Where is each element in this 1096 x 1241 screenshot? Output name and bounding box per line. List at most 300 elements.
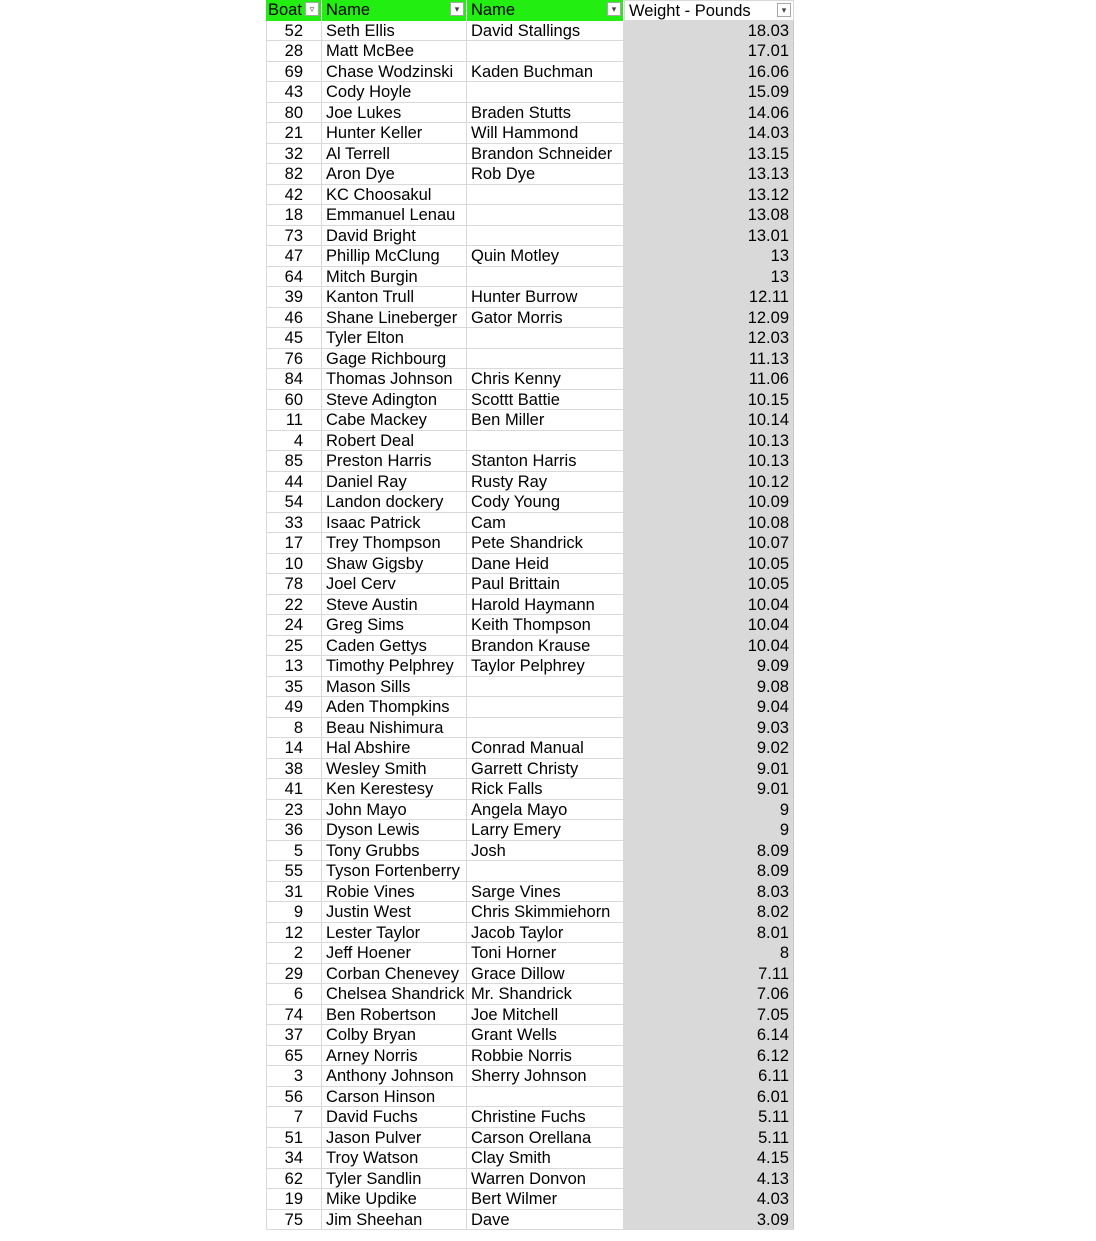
name-2-cell[interactable]: [467, 41, 624, 61]
name-1-cell[interactable]: Mason Sills: [322, 677, 467, 697]
table-row: [266, 861, 794, 882]
weight-cell[interactable]: 17.01: [624, 41, 794, 61]
weight-cell[interactable]: 9.02: [624, 738, 794, 758]
name-1-cell[interactable]: Anthony Johnson: [322, 1066, 467, 1086]
sort-desc-filter-icon[interactable]: ▿: [305, 2, 319, 16]
table-row: [266, 1107, 794, 1128]
name-1-cell[interactable]: Corban Chenevey: [322, 964, 467, 984]
weight-cell[interactable]: 7.05: [624, 1005, 794, 1025]
weight-cell[interactable]: 4.15: [624, 1148, 794, 1168]
boat-cell[interactable]: 4: [266, 431, 322, 451]
boat-cell[interactable]: 31: [266, 882, 322, 902]
table-body: [266, 21, 794, 1231]
header-name-2[interactable]: [467, 0, 624, 21]
name-1-cell[interactable]: Matt McBee: [322, 41, 467, 61]
weight-cell[interactable]: 10.12: [624, 472, 794, 492]
name-2-cell[interactable]: Jacob Taylor: [467, 923, 624, 943]
weight-cell[interactable]: 10.04: [624, 595, 794, 615]
name-2-cell[interactable]: Angela Mayo: [467, 800, 624, 820]
name-2-cell[interactable]: [467, 226, 624, 246]
boat-cell[interactable]: 47: [266, 246, 322, 266]
boat-cell[interactable]: 36: [266, 820, 322, 840]
name-2-cell[interactable]: Clay Smith: [467, 1148, 624, 1168]
boat-cell[interactable]: 41: [266, 779, 322, 799]
boat-cell[interactable]: 6: [266, 984, 322, 1004]
weight-cell[interactable]: 9.01: [624, 759, 794, 779]
weight-cell[interactable]: 13.08: [624, 205, 794, 225]
name-1-cell[interactable]: Beau Nishimura: [322, 718, 467, 738]
name-2-cell[interactable]: Dave: [467, 1210, 624, 1230]
boat-cell[interactable]: 8: [266, 718, 322, 738]
weight-cell[interactable]: 16.06: [624, 62, 794, 82]
boat-cell[interactable]: 13: [266, 656, 322, 676]
weight-cell[interactable]: 10.04: [624, 615, 794, 635]
table-row: [266, 369, 794, 390]
name-1-cell[interactable]: KC Choosakul: [322, 185, 467, 205]
table-row: [266, 943, 794, 964]
name-1-cell[interactable]: David Bright: [322, 226, 467, 246]
name-2-cell[interactable]: [467, 1087, 624, 1107]
weight-cell[interactable]: 3.09: [624, 1210, 794, 1230]
header-weight[interactable]: [624, 0, 794, 21]
name-1-cell[interactable]: Al Terrell: [322, 144, 467, 164]
header-name-1-label: Name: [326, 1, 371, 19]
name-1-cell[interactable]: Chelsea Shandrick: [322, 984, 467, 1004]
name-2-cell[interactable]: Larry Emery: [467, 820, 624, 840]
weight-cell[interactable]: 6.11: [624, 1066, 794, 1086]
table-row: [266, 226, 794, 247]
boat-cell[interactable]: 12: [266, 923, 322, 943]
name-1-cell[interactable]: Arney Norris: [322, 1046, 467, 1066]
boat-cell[interactable]: 43: [266, 82, 322, 102]
boat-cell[interactable]: 74: [266, 1005, 322, 1025]
name-1-cell[interactable]: Tyson Fortenberry: [322, 861, 467, 881]
name-1-cell[interactable]: Isaac Patrick: [322, 513, 467, 533]
name-1-cell[interactable]: Hunter Keller: [322, 123, 467, 143]
name-1-cell[interactable]: Timothy Pelphrey: [322, 656, 467, 676]
name-1-cell[interactable]: Phillip McClung: [322, 246, 467, 266]
weight-cell[interactable]: 6.12: [624, 1046, 794, 1066]
table-row: [266, 923, 794, 944]
boat-cell[interactable]: 9: [266, 902, 322, 922]
table-row: [266, 410, 794, 431]
boat-cell[interactable]: 46: [266, 308, 322, 328]
table-row: [266, 472, 794, 493]
name-2-cell[interactable]: [467, 328, 624, 348]
name-1-cell[interactable]: David Fuchs: [322, 1107, 467, 1127]
name-2-cell[interactable]: Harold Haymann: [467, 595, 624, 615]
weight-cell[interactable]: 15.09: [624, 82, 794, 102]
boat-cell[interactable]: 28: [266, 41, 322, 61]
name-1-cell[interactable]: Carson Hinson: [322, 1087, 467, 1107]
name-1-cell[interactable]: Joe Lukes: [322, 103, 467, 123]
name-1-cell[interactable]: Robert Deal: [322, 431, 467, 451]
name-1-cell[interactable]: Tyler Elton: [322, 328, 467, 348]
boat-cell[interactable]: 7: [266, 1107, 322, 1127]
name-2-cell[interactable]: [467, 718, 624, 738]
table-row: [266, 718, 794, 739]
table-row: [266, 82, 794, 103]
boat-cell[interactable]: 73: [266, 226, 322, 246]
name-1-cell[interactable]: Gage Richbourg: [322, 349, 467, 369]
boat-cell[interactable]: 38: [266, 759, 322, 779]
name-2-cell[interactable]: Quin Motley: [467, 246, 624, 266]
name-1-cell[interactable]: Cabe Mackey: [322, 410, 467, 430]
name-2-cell[interactable]: [467, 349, 624, 369]
name-1-cell[interactable]: Greg Sims: [322, 615, 467, 635]
name-1-cell[interactable]: John Mayo: [322, 800, 467, 820]
name-2-cell[interactable]: Will Hammond: [467, 123, 624, 143]
weight-cell[interactable]: 11.06: [624, 369, 794, 389]
weight-cell[interactable]: 8.09: [624, 861, 794, 881]
name-1-cell[interactable]: Wesley Smith: [322, 759, 467, 779]
weight-cell[interactable]: 7.06: [624, 984, 794, 1004]
name-2-cell[interactable]: Cody Young: [467, 492, 624, 512]
table-row: [266, 1148, 794, 1169]
name-2-cell[interactable]: Toni Horner: [467, 943, 624, 963]
table-row: [266, 492, 794, 513]
boat-cell[interactable]: 19: [266, 1189, 322, 1209]
boat-cell[interactable]: 84: [266, 369, 322, 389]
name-2-cell[interactable]: [467, 267, 624, 287]
table-row: [266, 308, 794, 329]
name-2-cell[interactable]: Sarge Vines: [467, 882, 624, 902]
boat-cell[interactable]: 10: [266, 554, 322, 574]
filter-dropdown-icon[interactable]: ▾: [450, 2, 464, 16]
boat-cell[interactable]: 18: [266, 205, 322, 225]
weight-cell[interactable]: 8.03: [624, 882, 794, 902]
table-row: [266, 1005, 794, 1026]
name-1-cell[interactable]: Justin West: [322, 902, 467, 922]
boat-cell[interactable]: 25: [266, 636, 322, 656]
name-2-cell[interactable]: Pete Shandrick: [467, 533, 624, 553]
name-2-cell[interactable]: Dane Heid: [467, 554, 624, 574]
name-2-cell[interactable]: Josh: [467, 841, 624, 861]
weight-cell[interactable]: 10.08: [624, 513, 794, 533]
weight-cell[interactable]: 8.09: [624, 841, 794, 861]
name-1-cell[interactable]: Joel Cerv: [322, 574, 467, 594]
table-row: [266, 144, 794, 165]
boat-cell[interactable]: 52: [266, 21, 322, 41]
boat-cell[interactable]: 82: [266, 164, 322, 184]
weight-cell[interactable]: 6.14: [624, 1025, 794, 1045]
weight-cell[interactable]: 9.04: [624, 697, 794, 717]
weight-cell[interactable]: 12.11: [624, 287, 794, 307]
boat-cell[interactable]: 44: [266, 472, 322, 492]
name-2-cell[interactable]: Conrad Manual: [467, 738, 624, 758]
weight-cell[interactable]: 12.03: [624, 328, 794, 348]
name-1-cell[interactable]: Kanton Trull: [322, 287, 467, 307]
boat-cell[interactable]: 42: [266, 185, 322, 205]
table-row: [266, 164, 794, 185]
name-2-cell[interactable]: Mr. Shandrick: [467, 984, 624, 1004]
name-2-cell[interactable]: Paul Brittain: [467, 574, 624, 594]
name-2-cell[interactable]: Stanton Harris: [467, 451, 624, 471]
name-2-cell[interactable]: Sherry Johnson: [467, 1066, 624, 1086]
weight-cell[interactable]: 9.01: [624, 779, 794, 799]
boat-cell[interactable]: 56: [266, 1087, 322, 1107]
table-row: [266, 513, 794, 534]
name-2-cell[interactable]: [467, 861, 624, 881]
boat-cell[interactable]: 45: [266, 328, 322, 348]
weight-cell[interactable]: 14.03: [624, 123, 794, 143]
header-weight-label: Weight - Pounds: [629, 2, 751, 20]
table-row: [266, 1210, 794, 1231]
name-2-cell[interactable]: Brandon Krause: [467, 636, 624, 656]
filter-dropdown-icon[interactable]: ▾: [607, 2, 621, 16]
weight-cell[interactable]: 11.13: [624, 349, 794, 369]
boat-cell[interactable]: 49: [266, 697, 322, 717]
boat-cell[interactable]: 17: [266, 533, 322, 553]
name-1-cell[interactable]: Preston Harris: [322, 451, 467, 471]
table-row: [266, 62, 794, 83]
weight-cell[interactable]: 6.01: [624, 1087, 794, 1107]
name-1-cell[interactable]: Jim Sheehan: [322, 1210, 467, 1230]
weight-cell[interactable]: 8: [624, 943, 794, 963]
header-boat-label: Boat: [268, 1, 302, 19]
weight-cell[interactable]: 9: [624, 800, 794, 820]
name-1-cell[interactable]: Hal Abshire: [322, 738, 467, 758]
name-2-cell[interactable]: Keith Thompson: [467, 615, 624, 635]
weight-cell[interactable]: 7.11: [624, 964, 794, 984]
weight-cell[interactable]: 8.01: [624, 923, 794, 943]
name-1-cell[interactable]: Shaw Gigsby: [322, 554, 467, 574]
header-name-2-label: Name: [471, 1, 516, 19]
name-1-cell[interactable]: Steve Adington: [322, 390, 467, 410]
weight-cell[interactable]: 10.14: [624, 410, 794, 430]
name-1-cell[interactable]: Cody Hoyle: [322, 82, 467, 102]
weight-cell[interactable]: 10.05: [624, 554, 794, 574]
table-row: [266, 328, 794, 349]
name-2-cell[interactable]: Carson Orellana: [467, 1128, 624, 1148]
name-1-cell[interactable]: Seth Ellis: [322, 21, 467, 41]
name-1-cell[interactable]: Robie Vines: [322, 882, 467, 902]
name-2-cell[interactable]: David Stallings: [467, 21, 624, 41]
name-2-cell[interactable]: Rob Dye: [467, 164, 624, 184]
name-2-cell[interactable]: Scottt Battie: [467, 390, 624, 410]
boat-cell[interactable]: 22: [266, 595, 322, 615]
name-1-cell[interactable]: Tyler Sandlin: [322, 1169, 467, 1189]
name-1-cell[interactable]: Thomas Johnson: [322, 369, 467, 389]
weight-cell[interactable]: 13.15: [624, 144, 794, 164]
name-2-cell[interactable]: [467, 82, 624, 102]
table-row: [266, 246, 794, 267]
name-1-cell[interactable]: Dyson Lewis: [322, 820, 467, 840]
table-row: [266, 554, 794, 575]
weight-cell[interactable]: 14.06: [624, 103, 794, 123]
weight-cell[interactable]: 4.03: [624, 1189, 794, 1209]
name-2-cell[interactable]: Joe Mitchell: [467, 1005, 624, 1025]
name-2-cell[interactable]: Gator Morris: [467, 308, 624, 328]
name-2-cell[interactable]: Grace Dillow: [467, 964, 624, 984]
boat-cell[interactable]: 76: [266, 349, 322, 369]
weight-cell[interactable]: 13: [624, 267, 794, 287]
boat-cell[interactable]: 60: [266, 390, 322, 410]
name-2-cell[interactable]: Rusty Ray: [467, 472, 624, 492]
weight-cell[interactable]: 10.13: [624, 431, 794, 451]
name-1-cell[interactable]: Aron Dye: [322, 164, 467, 184]
name-2-cell[interactable]: Garrett Christy: [467, 759, 624, 779]
name-1-cell[interactable]: Tony Grubbs: [322, 841, 467, 861]
boat-cell[interactable]: 32: [266, 144, 322, 164]
weight-cell[interactable]: 10.09: [624, 492, 794, 512]
name-1-cell[interactable]: Chase Wodzinski: [322, 62, 467, 82]
boat-cell[interactable]: 2: [266, 943, 322, 963]
name-2-cell[interactable]: Rick Falls: [467, 779, 624, 799]
name-2-cell[interactable]: [467, 677, 624, 697]
table-row: [266, 882, 794, 903]
boat-cell[interactable]: 33: [266, 513, 322, 533]
name-2-cell[interactable]: Cam: [467, 513, 624, 533]
table-row: [266, 431, 794, 452]
name-1-cell[interactable]: Troy Watson: [322, 1148, 467, 1168]
name-2-cell[interactable]: Bert Wilmer: [467, 1189, 624, 1209]
table-row: [266, 41, 794, 62]
boat-cell[interactable]: 80: [266, 103, 322, 123]
boat-cell[interactable]: 78: [266, 574, 322, 594]
boat-cell[interactable]: 54: [266, 492, 322, 512]
weight-cell[interactable]: 10.07: [624, 533, 794, 553]
table-row: [266, 636, 794, 657]
table-row: [266, 123, 794, 144]
name-2-cell[interactable]: Robbie Norris: [467, 1046, 624, 1066]
weight-cell[interactable]: 10.05: [624, 574, 794, 594]
boat-cell[interactable]: 65: [266, 1046, 322, 1066]
name-1-cell[interactable]: Ben Robertson: [322, 1005, 467, 1025]
table-row: [266, 1128, 794, 1149]
table-row: [266, 615, 794, 636]
name-2-cell[interactable]: Brandon Schneider: [467, 144, 624, 164]
name-1-cell[interactable]: Mike Updike: [322, 1189, 467, 1209]
name-1-cell[interactable]: Jason Pulver: [322, 1128, 467, 1148]
name-1-cell[interactable]: Aden Thompkins: [322, 697, 467, 717]
boat-cell[interactable]: 34: [266, 1148, 322, 1168]
header-boat[interactable]: [266, 0, 322, 21]
boat-cell[interactable]: 14: [266, 738, 322, 758]
table-row: [266, 349, 794, 370]
header-name-1[interactable]: [322, 0, 467, 21]
name-1-cell[interactable]: Colby Bryan: [322, 1025, 467, 1045]
name-1-cell[interactable]: Lester Taylor: [322, 923, 467, 943]
weight-cell[interactable]: 9.09: [624, 656, 794, 676]
name-2-cell[interactable]: [467, 697, 624, 717]
name-2-cell[interactable]: Chris Skimmiehorn: [467, 902, 624, 922]
boat-cell[interactable]: 3: [266, 1066, 322, 1086]
boat-cell[interactable]: 5: [266, 841, 322, 861]
name-2-cell[interactable]: Hunter Burrow: [467, 287, 624, 307]
table-row: [266, 574, 794, 595]
table-row: [266, 205, 794, 226]
boat-cell[interactable]: 69: [266, 62, 322, 82]
boat-cell[interactable]: 35: [266, 677, 322, 697]
table-row: [266, 656, 794, 677]
table-row: [266, 984, 794, 1005]
boat-cell[interactable]: 23: [266, 800, 322, 820]
table-row: [266, 759, 794, 780]
boat-cell[interactable]: 62: [266, 1169, 322, 1189]
table-row: [266, 21, 794, 42]
boat-cell[interactable]: 39: [266, 287, 322, 307]
table-row: [266, 1169, 794, 1190]
name-2-cell[interactable]: Chris Kenny: [467, 369, 624, 389]
table-row: [266, 1066, 794, 1087]
name-2-cell[interactable]: [467, 205, 624, 225]
name-1-cell[interactable]: Trey Thompson: [322, 533, 467, 553]
table-row: [266, 677, 794, 698]
weight-cell[interactable]: 10.15: [624, 390, 794, 410]
boat-cell[interactable]: 51: [266, 1128, 322, 1148]
weight-cell[interactable]: 13.12: [624, 185, 794, 205]
table-row: [266, 1189, 794, 1210]
name-1-cell[interactable]: Emmanuel Lenau: [322, 205, 467, 225]
name-1-cell[interactable]: Mitch Burgin: [322, 267, 467, 287]
name-2-cell[interactable]: [467, 431, 624, 451]
table-row: [266, 185, 794, 206]
weight-cell[interactable]: 8.02: [624, 902, 794, 922]
weight-cell[interactable]: 4.13: [624, 1169, 794, 1189]
weight-cell[interactable]: 9.03: [624, 718, 794, 738]
name-1-cell[interactable]: Shane Lineberger: [322, 308, 467, 328]
boat-cell[interactable]: 11: [266, 410, 322, 430]
weight-cell[interactable]: 18.03: [624, 21, 794, 41]
table-row: [266, 287, 794, 308]
table-row: [266, 533, 794, 554]
weight-cell[interactable]: 12.09: [624, 308, 794, 328]
spreadsheet-table: [266, 0, 794, 1230]
boat-cell[interactable]: 55: [266, 861, 322, 881]
boat-cell[interactable]: 85: [266, 451, 322, 471]
name-2-cell[interactable]: Braden Stutts: [467, 103, 624, 123]
boat-cell[interactable]: 37: [266, 1025, 322, 1045]
name-2-cell[interactable]: Taylor Pelphrey: [467, 656, 624, 676]
name-1-cell[interactable]: Landon dockery: [322, 492, 467, 512]
table-row: [266, 902, 794, 923]
name-1-cell[interactable]: Jeff Hoener: [322, 943, 467, 963]
boat-cell[interactable]: 64: [266, 267, 322, 287]
name-1-cell[interactable]: Ken Kerestesy: [322, 779, 467, 799]
boat-cell[interactable]: 24: [266, 615, 322, 635]
boat-cell[interactable]: 21: [266, 123, 322, 143]
table-row: [266, 390, 794, 411]
weight-cell[interactable]: 13.13: [624, 164, 794, 184]
name-1-cell[interactable]: Caden Gettys: [322, 636, 467, 656]
weight-cell[interactable]: 13: [624, 246, 794, 266]
weight-cell[interactable]: 9: [624, 820, 794, 840]
name-2-cell[interactable]: Kaden Buchman: [467, 62, 624, 82]
boat-cell[interactable]: 75: [266, 1210, 322, 1230]
name-1-cell[interactable]: Daniel Ray: [322, 472, 467, 492]
filter-dropdown-icon[interactable]: ▾: [777, 3, 791, 17]
name-1-cell[interactable]: Steve Austin: [322, 595, 467, 615]
weight-cell[interactable]: 13.01: [624, 226, 794, 246]
name-2-cell[interactable]: Grant Wells: [467, 1025, 624, 1045]
header-row: [266, 0, 794, 21]
weight-cell[interactable]: 5.11: [624, 1128, 794, 1148]
name-2-cell[interactable]: Ben Miller: [467, 410, 624, 430]
weight-cell[interactable]: 10.04: [624, 636, 794, 656]
name-2-cell[interactable]: Warren Donvon: [467, 1169, 624, 1189]
table-row: [266, 267, 794, 288]
table-row: [266, 1087, 794, 1108]
name-2-cell[interactable]: [467, 185, 624, 205]
weight-cell[interactable]: 10.13: [624, 451, 794, 471]
table-row: [266, 820, 794, 841]
name-2-cell[interactable]: Christine Fuchs: [467, 1107, 624, 1127]
weight-cell[interactable]: 9.08: [624, 677, 794, 697]
table-row: [266, 1025, 794, 1046]
boat-cell[interactable]: 29: [266, 964, 322, 984]
weight-cell[interactable]: 5.11: [624, 1107, 794, 1127]
